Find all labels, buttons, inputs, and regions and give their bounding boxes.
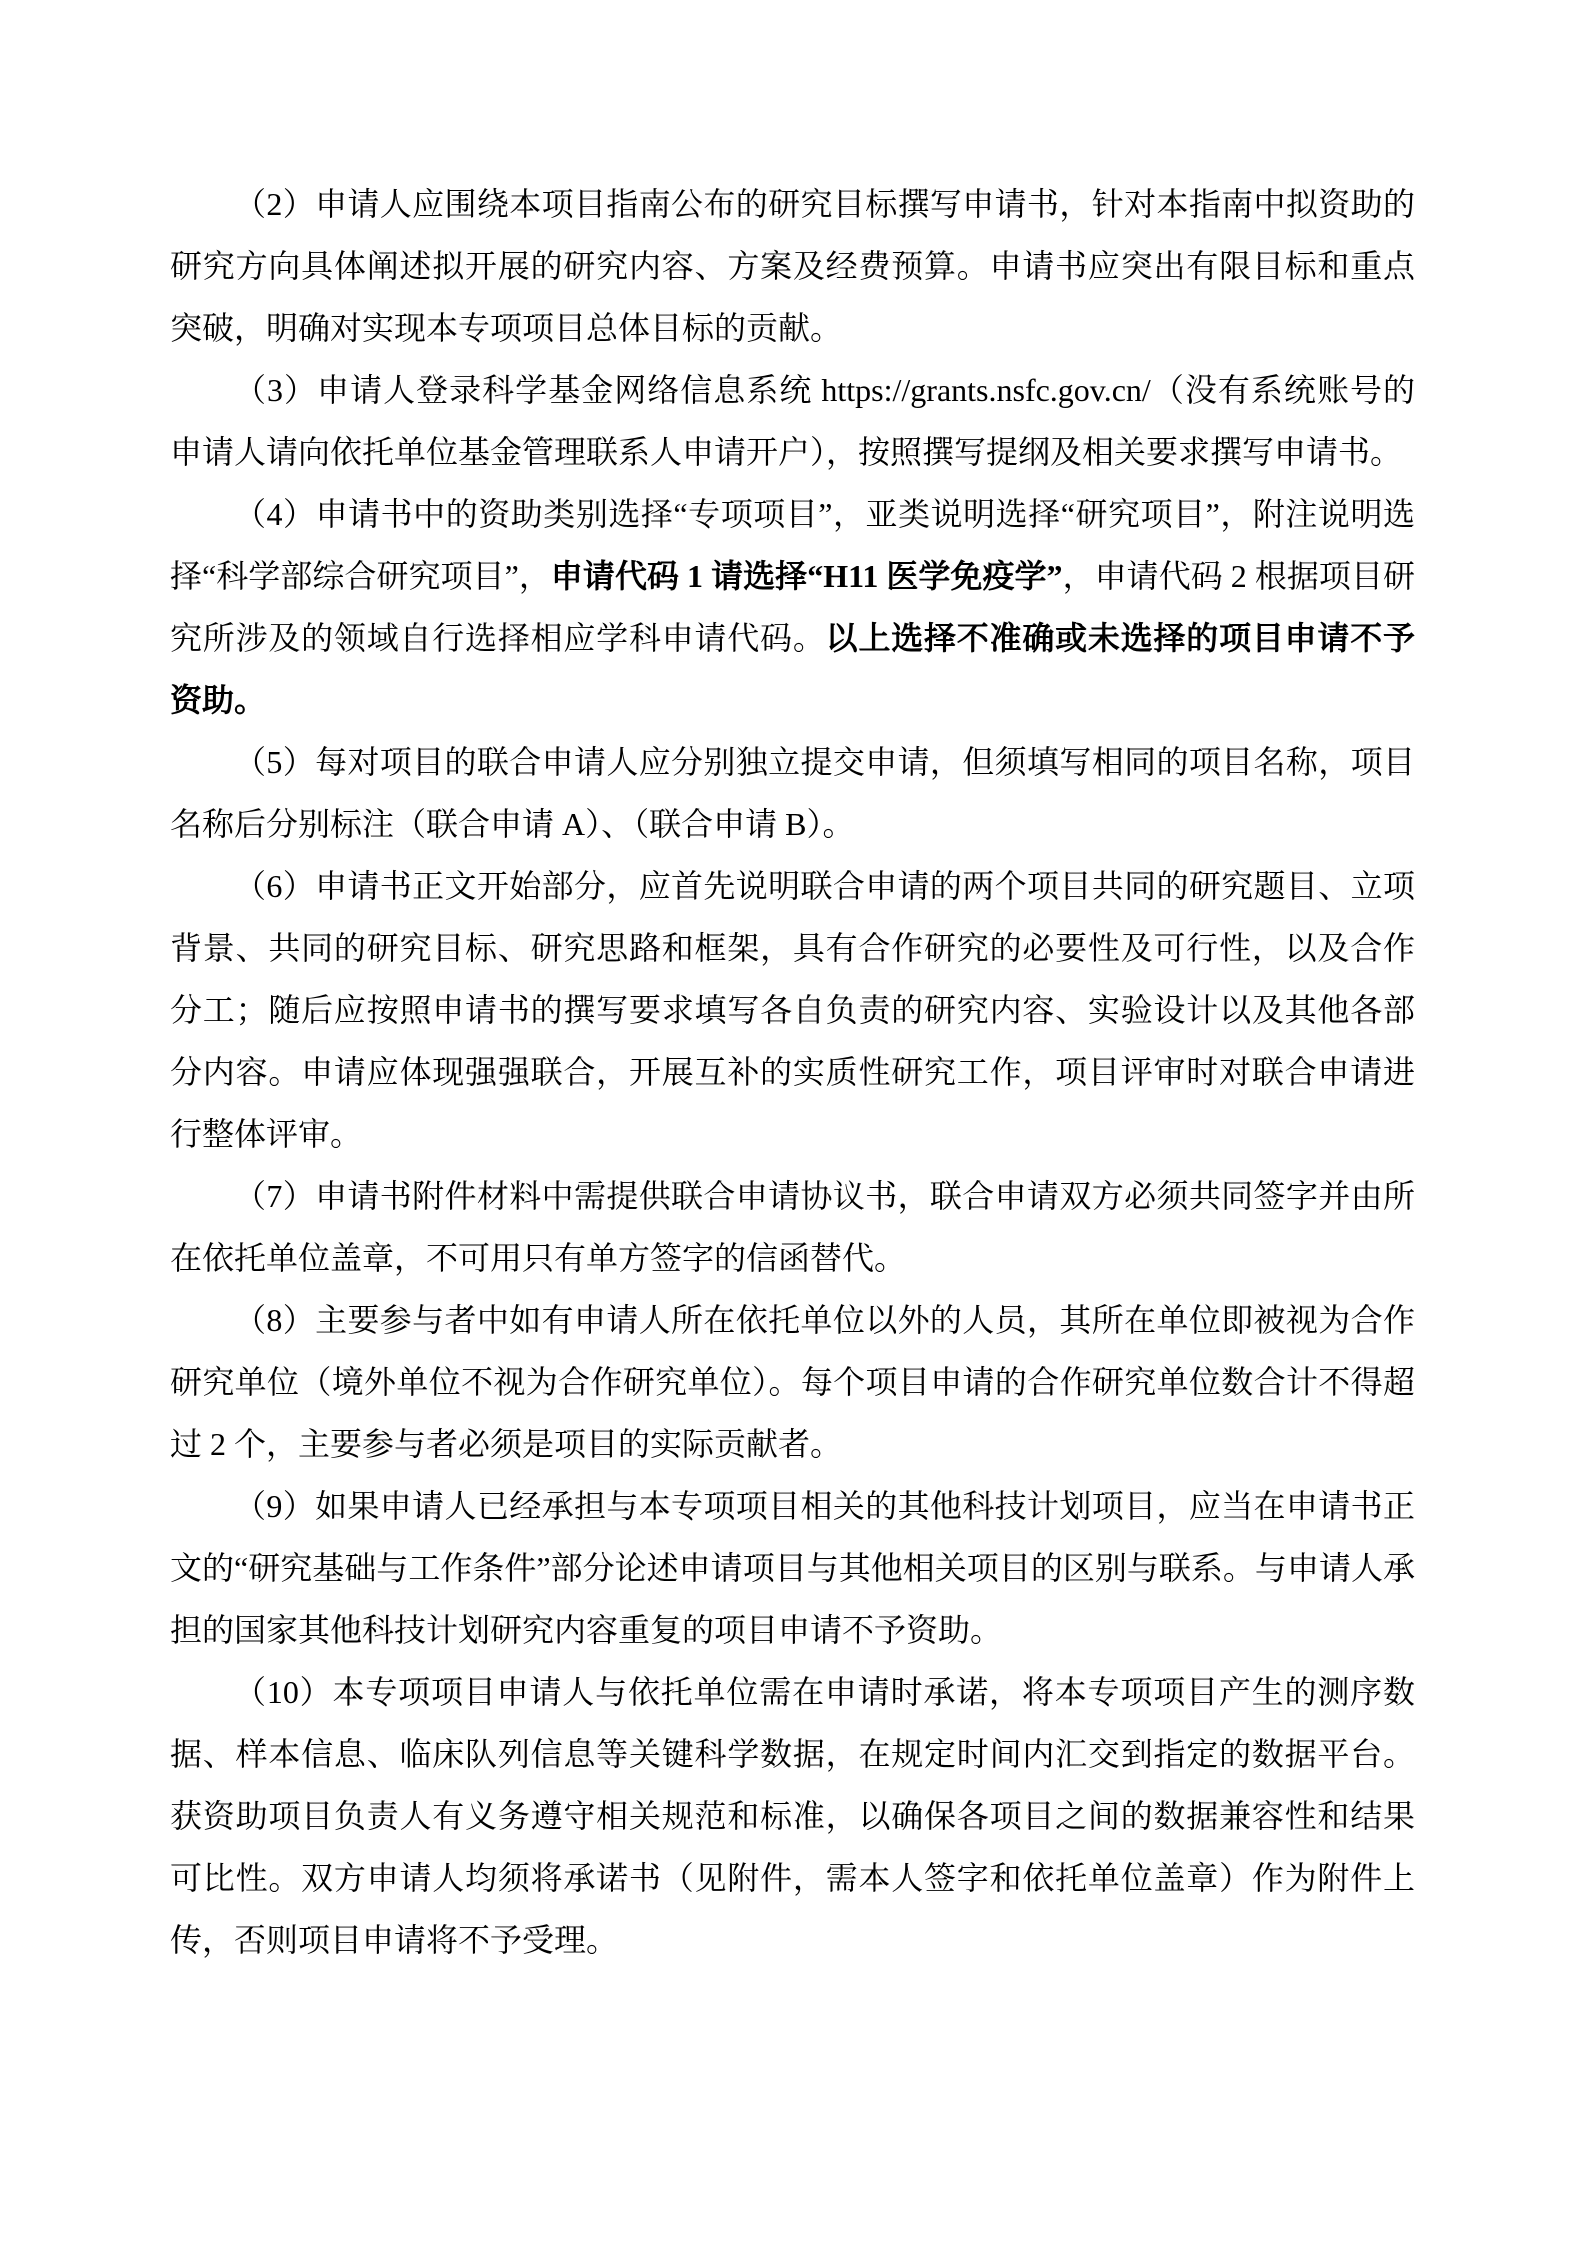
paragraph-8 bbox=[170, 1289, 1415, 1475]
paragraph-9 bbox=[170, 1475, 1415, 1661]
paragraph-5 bbox=[170, 731, 1415, 855]
paragraph-7-text: （7）申请书附件材料中需提供联合申请协议书，联合申请双方必须共同签字并由所在依托单位盖章，不可用只有单方签字的信函替代。 bbox=[170, 1178, 1415, 1276]
paragraph-6 bbox=[170, 855, 1415, 1165]
paragraph-3-text: （3）申请人登录科学基金网络信息系统 https://grants.nsfc.gov.cn/（没有系统账号的申请人请向依托单位基金管理联系人申请开户），按照撰写提纲及相关要求撰写申请书。 bbox=[170, 372, 1415, 470]
paragraph-4-text-bold-1: 申请代码 1 请选择“H11 医学免疫学” bbox=[550, 558, 1063, 594]
paragraph-4 bbox=[170, 483, 1415, 731]
paragraph-8-text: （8）主要参与者中如有申请人所在依托单位以外的人员，其所在单位即被视为合作研究单位（境外单位不视为合作研究单位）。每个项目申请的合作研究单位数合计不得超过 2 个，主要参与者必须是项目的实际贡献者。 bbox=[170, 1302, 1415, 1462]
paragraph-2-text: （2）申请人应围绕本项目指南公布的研究目标撰写申请书，针对本指南中拟资助的研究方向具体阐述拟开展的研究内容、方案及经费预算。申请书应突出有限目标和重点突破，明确对实现本专项项目总体目标的贡献。 bbox=[170, 186, 1415, 346]
paragraph-6-text: （6）申请书正文开始部分，应首先说明联合申请的两个项目共同的研究题目、立项背景、共同的研究目标、研究思路和框架，具有合作研究的必要性及可行性，以及合作分工；随后应按照申请书的撰写要求填写各自负责的研究内容、实验设计以及其他各部分内容。申请应体现强强联合，开展互补的实质性研究工作，项目评审时对联合申请进行整体评审。 bbox=[170, 868, 1415, 1152]
paragraph-10 bbox=[170, 1661, 1415, 1971]
paragraph-10-text: （10）本专项项目申请人与依托单位需在申请时承诺，将本专项项目产生的测序数据、样本信息、临床队列信息等关键科学数据，在规定时间内汇交到指定的数据平台。获资助项目负责人有义务遵守相关规范和标准，以确保各项目之间的数据兼容性和结果可比性。双方申请人均须将承诺书（见附件，需本人签字和依托单位盖章）作为附件上传，否则项目申请将不予受理。 bbox=[170, 1674, 1415, 1958]
paragraph-2 bbox=[170, 173, 1415, 359]
paragraph-9-text: （9）如果申请人已经承担与本专项项目相关的其他科技计划项目，应当在申请书正文的“研究基础与工作条件”部分论述申请项目与其他相关项目的区别与联系。与申请人承担的国家其他科技计划研究内容重复的项目申请不予资助。 bbox=[170, 1488, 1415, 1648]
paragraph-4-text-normal-1: （4）申请书中的资助类别选择“专项项目”，亚类说明选择“研究项目”，附注说明选择“科学部综合研究项目”， bbox=[170, 496, 1415, 594]
paragraph-3 bbox=[170, 359, 1415, 483]
paragraph-5-text: （5）每对项目的联合申请人应分别独立提交申请，但须填写相同的项目名称，项目名称后分别标注（联合申请 A）、（联合申请 B）。 bbox=[170, 744, 1415, 842]
paragraph-4-text-bold-2: 以上选择不准确或未选择的项目申请不予资助。 bbox=[170, 620, 1415, 718]
paragraph-7 bbox=[170, 1165, 1415, 1289]
paragraph-4-text-normal-2: ，申请代码 2 根据项目研究所涉及的领域自行选择相应学科申请代码。 bbox=[170, 558, 1415, 656]
